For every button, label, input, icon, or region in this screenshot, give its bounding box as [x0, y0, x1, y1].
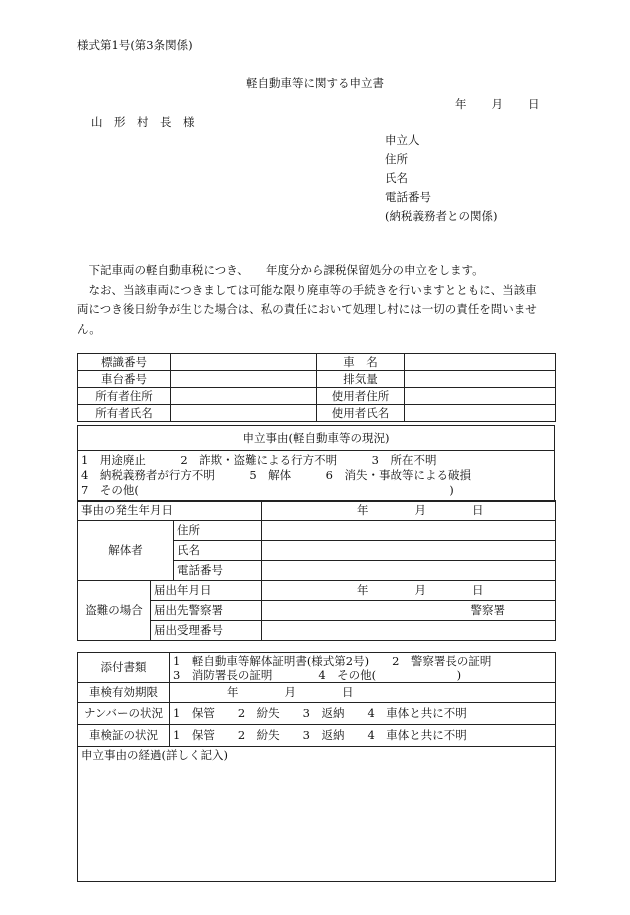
dismantler-address-field[interactable] [262, 521, 556, 541]
dismantler-phone-field[interactable] [262, 561, 556, 581]
chassis-number-field[interactable] [171, 371, 317, 388]
user-address-label: 使用者住所 [317, 388, 405, 405]
attachments-table [77, 652, 556, 882]
reason-table [77, 425, 555, 502]
dismantler-address-label: 住所 [174, 521, 262, 541]
vehicle-table [77, 353, 556, 422]
owner-name-field[interactable] [171, 405, 317, 422]
statement-line1: 下記車両の軽自動車税につき、 年度分から課税保留処分の申立をします。 [88, 263, 484, 277]
chassis-number-label: 車台番号 [78, 371, 171, 388]
theft-police-label: 届出先警察署 [151, 601, 262, 621]
attachments-line2: 3 消防署長の証明 4 その他( ) [173, 667, 462, 682]
details-label: 申立事由の経過(詳しく記入) [81, 748, 228, 762]
plate-number-label: 標識番号 [78, 354, 171, 371]
applicant-name: 氏名 [385, 171, 408, 185]
inspection-expiry-label: 車検有効期限 [78, 683, 170, 703]
theft-label: 盗難の場合 [78, 581, 151, 641]
plate-number-field[interactable] [171, 354, 317, 371]
month-label: 月 [491, 97, 503, 111]
car-name-label: 車 名 [317, 354, 405, 371]
statement-line2: なお、当該車両につきましては可能な限り廃車等の手続きを行いますとともに、当該車両につき後日紛争が生じた場合は、私の責任において処理し村には一切の責任を問いません。 [77, 282, 537, 336]
user-address-field[interactable] [405, 388, 556, 405]
user-name-label: 使用者氏名 [317, 405, 405, 422]
inspection-expiry-field[interactable]: 年 月 日 [170, 683, 556, 703]
attachments-label: 添付書類 [78, 653, 170, 683]
applicant-block [385, 131, 497, 226]
displacement-label: 排気量 [317, 371, 405, 388]
theft-receipt-field[interactable] [262, 621, 556, 641]
year-label: 年 [455, 97, 467, 111]
theft-police-field[interactable]: 警察署 [262, 601, 556, 621]
applicant-address: 住所 [385, 152, 408, 166]
reason-row1: 1 用途廃止 2 詐欺・盗難による行方不明 3 所在不明 [81, 453, 437, 467]
car-name-field[interactable] [405, 354, 556, 371]
dismantler-phone-label: 電話番号 [174, 561, 262, 581]
applicant-phone: 電話番号 [385, 190, 431, 204]
dismantler-name-field[interactable] [262, 541, 556, 561]
occurrence-date-field[interactable]: 年 月 日 [262, 501, 556, 521]
theft-receipt-label: 届出受理番号 [151, 621, 262, 641]
date-line [455, 96, 540, 112]
attachments-line1: 1 軽自動車等解体証明書(様式第2号) 2 警察署長の証明 [173, 653, 492, 668]
form-number: 様式第1号(第3条関係) [77, 38, 193, 52]
cert-status-options[interactable]: 1 保管 2 紛失 3 返納 4 車体と共に不明 [170, 725, 556, 747]
dismantler-name-label: 氏名 [174, 541, 262, 561]
document-title: 軽自動車等に関する申立書 [246, 76, 384, 90]
reason-row2: 4 納税義務者が行方不明 5 解体 6 消失・事故等による破損 [81, 468, 471, 482]
displacement-field[interactable] [405, 371, 556, 388]
day-label: 日 [528, 97, 540, 111]
applicant-relation: (納税義務者との関係) [385, 209, 498, 223]
details-box[interactable] [78, 747, 556, 882]
dismantler-label: 解体者 [78, 521, 174, 581]
owner-address-field[interactable] [171, 388, 317, 405]
reason-header: 申立事由(軽自動車等の現況) [78, 426, 555, 451]
applicant-heading: 申立人 [385, 133, 420, 147]
occurrence-table [77, 500, 556, 641]
reason-options[interactable] [78, 451, 555, 502]
attachments-options[interactable] [170, 653, 556, 683]
owner-name-label: 所有者氏名 [78, 405, 171, 422]
plate-status-label: ナンバーの状況 [78, 703, 170, 725]
addressee: 山 形 村 長 様 [91, 115, 195, 129]
owner-address-label: 所有者住所 [78, 388, 171, 405]
user-name-field[interactable] [405, 405, 556, 422]
occurrence-date-label: 事由の発生年月日 [78, 501, 262, 521]
cert-status-label: 車検証の状況 [78, 725, 170, 747]
theft-report-date-field[interactable]: 年 月 日 [262, 581, 556, 601]
theft-report-date-label: 届出年月日 [151, 581, 262, 601]
plate-status-options[interactable]: 1 保管 2 紛失 3 返納 4 車体と共に不明 [170, 703, 556, 725]
statement [77, 261, 547, 339]
reason-row3: 7 その他( ) [81, 483, 454, 497]
